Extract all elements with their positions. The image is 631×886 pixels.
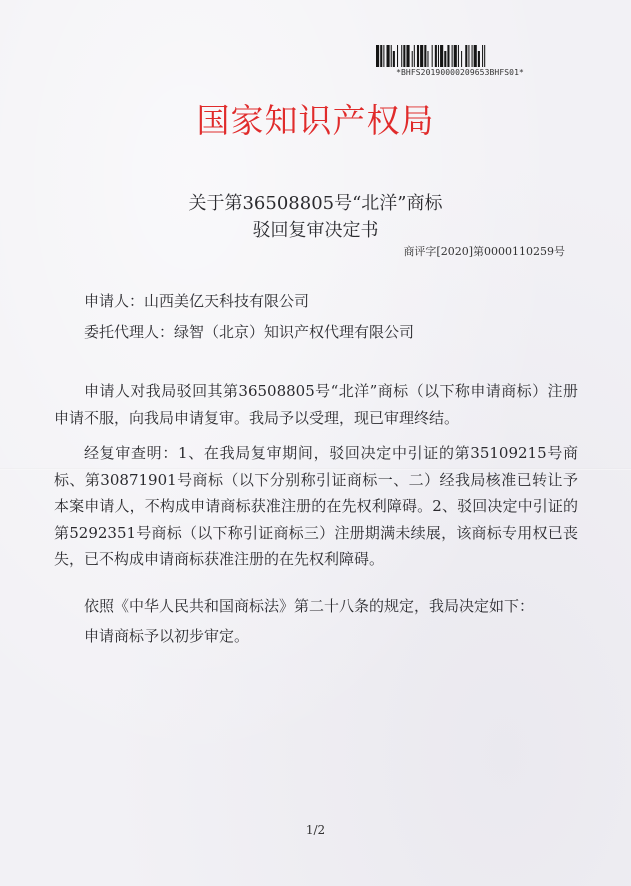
barcode-bar [484, 45, 485, 67]
barcode-bar [406, 45, 409, 67]
barcode-bar [376, 45, 379, 67]
barcode-bar [474, 45, 477, 67]
barcode-block [376, 45, 544, 77]
barcode-bar [468, 45, 469, 67]
barcode-bar [452, 45, 453, 67]
barcode-bar [478, 51, 480, 67]
barcode-bar [444, 51, 446, 67]
paragraph-3: 依照《中华人民共和国商标法》第二十八条的规定，我局决定如下： [84, 597, 535, 615]
barcode-bar [383, 45, 384, 67]
barcode-bar [435, 45, 437, 67]
barcode-bar [401, 45, 402, 67]
barcode-bar [432, 45, 433, 67]
barcode-bar [380, 45, 382, 67]
barcode-bar [391, 45, 392, 67]
barcode-bar [472, 45, 473, 67]
paragraph-1: 申请人对我局驳回其第36508805号“北洋”商标（以下称申请商标）注册申请不服，向我局申请复审。我局予以受理，现已审理终结。 [54, 382, 578, 427]
barcode-bar [420, 45, 423, 67]
barcode-image [376, 45, 542, 67]
document-number: 商评字[2020]第0000110259号 [403, 245, 565, 258]
barcode-bar [461, 51, 462, 67]
barcode-bar [387, 45, 390, 67]
barcode-bar [438, 45, 439, 67]
barcode-bar [393, 51, 395, 67]
applicant-line: 申请人：山西美亿天科技有限公司 [84, 292, 310, 310]
barcode-bar [440, 45, 443, 67]
paragraph-2: 经复审查明：1、在我局复审期间，驳回决定中引证的第35109215号商标、第30871901号商标（以下分别称引证商标一、二）经我局核准已转让予本案申请人，不构成申请商标获准注册的在先权利障碍。2、驳回决定中引证的第5292351号商标（以下称引证商标三）注册期满未续展，该商标专用权已丧失，已不构成申请商标获准注册的在先权利障碍。 [54, 444, 578, 568]
barcode-bar [454, 45, 457, 67]
barcode-bar [458, 45, 459, 67]
agency-name: 国家知识产权局 [196, 101, 435, 140]
barcode-text: *BHFS20190000209653BHFS01* [396, 68, 524, 77]
barcode-bar [424, 45, 426, 67]
barcode-bar [397, 45, 398, 67]
page-number: 1/2 [305, 823, 326, 837]
barcode-bar [447, 45, 449, 67]
barcode-bar [427, 51, 428, 67]
document-title: 关于第36508805号“北洋”商标 [188, 193, 443, 214]
barcode-bar [414, 45, 415, 67]
barcode-bar [482, 45, 483, 67]
barcode-bar [403, 45, 405, 67]
barcode-bar [417, 45, 419, 67]
barcode-bar [465, 45, 467, 67]
agent-line: 委托代理人：绿智（北京）知识产权代理有限公司 [84, 323, 415, 341]
document-subtitle: 驳回复审决定书 [252, 220, 379, 241]
barcode-bar [412, 51, 413, 67]
paragraph-4: 申请商标予以初步审定。 [84, 627, 250, 645]
